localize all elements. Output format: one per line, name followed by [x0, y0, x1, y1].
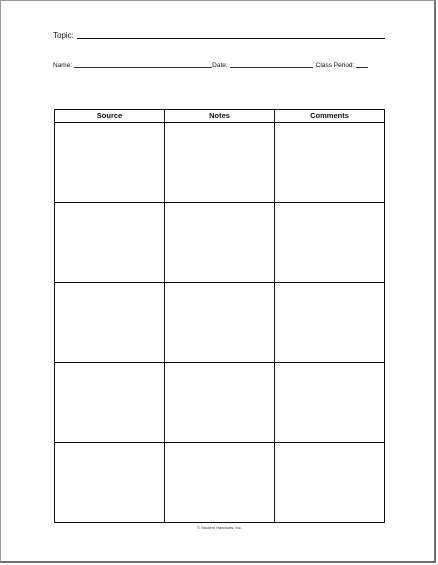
header-source: Source [55, 110, 165, 123]
table-cell [165, 283, 275, 363]
table-cell [55, 203, 165, 283]
header-comments: Comments [275, 110, 384, 123]
topic-row [53, 28, 385, 40]
table-cell [55, 363, 165, 443]
header-notes: Notes [165, 110, 275, 123]
table-cell [55, 123, 165, 203]
table-cell [55, 283, 165, 363]
table-cell [275, 283, 384, 363]
table-cell [165, 203, 275, 283]
name-label: Name: [53, 62, 73, 69]
date-line [230, 66, 313, 68]
copyright-notice: © Student Handouts, Inc. [197, 525, 242, 530]
table-cell [275, 443, 384, 523]
notes-table [54, 109, 385, 523]
table-cell [55, 443, 165, 523]
class-period-label: Class Period: [315, 62, 355, 69]
table-cell [165, 443, 275, 523]
table-cell [275, 363, 384, 443]
topic-line [77, 37, 385, 39]
table-cell [165, 123, 275, 203]
table-cell [275, 123, 384, 203]
name-line [74, 66, 212, 68]
topic-label: Topic: [53, 31, 74, 40]
table-cell [165, 363, 275, 443]
class-period-line [356, 66, 368, 68]
date-label: Date: [212, 62, 228, 69]
info-row [53, 59, 385, 69]
table-cell [275, 203, 384, 283]
